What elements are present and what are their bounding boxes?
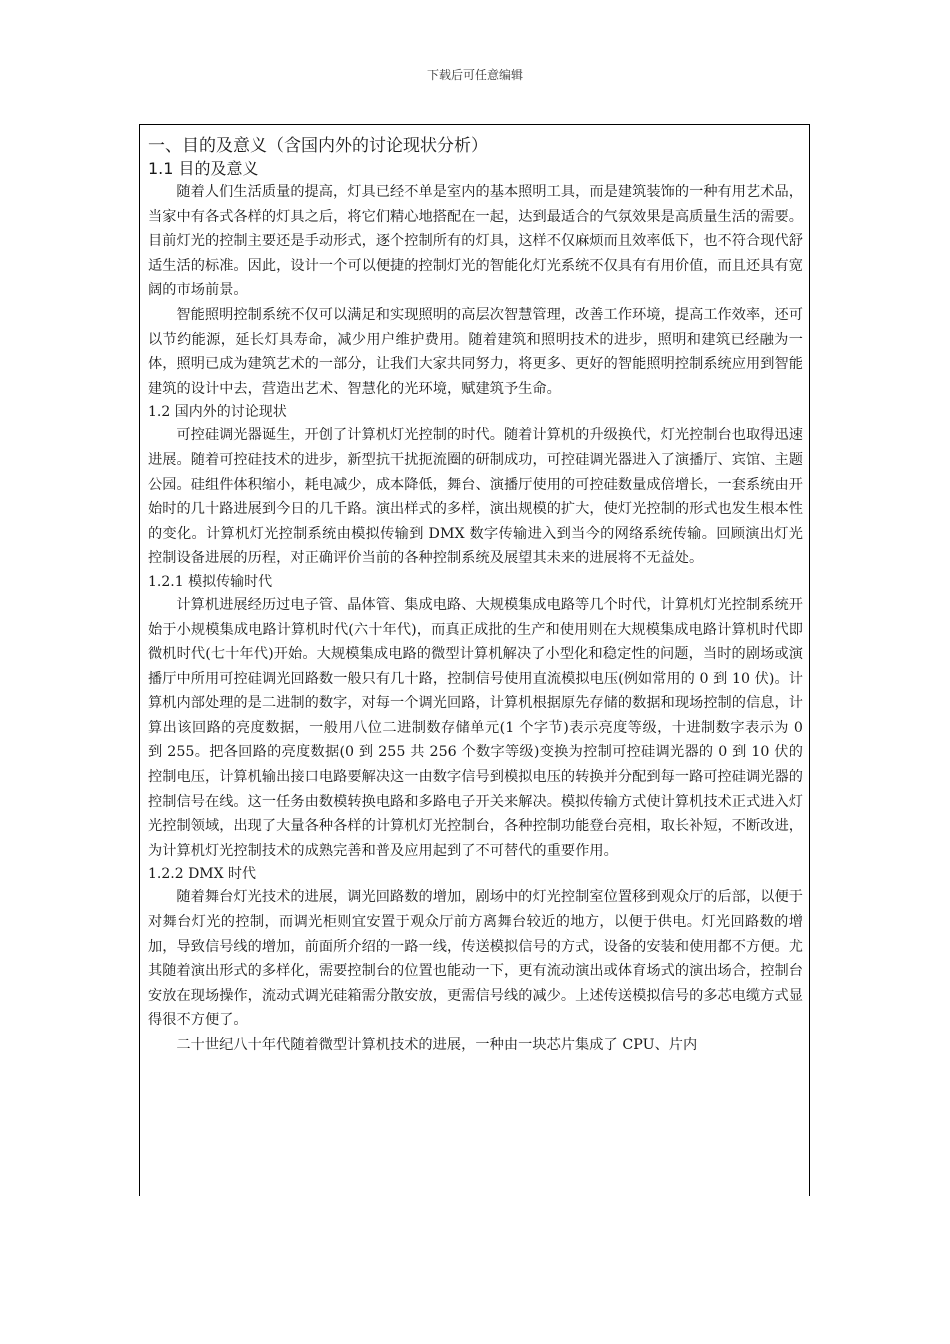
subsection-title-1-1: 1.1 目的及意义: [148, 159, 259, 178]
paragraph-1-1-b: 智能照明控制系统不仅可以满足和实现照明的高层次智慧管理，改善工作环境，提高工作效率，还可以节约能源，延长灯具寿命，减少用户维护费用。随着建筑和照明技术的进步，照明和建筑已经融为一体，照明已成为建筑艺术的一部分，让我们大家共同努力，将更多、更好的智能照明控制系统应用到智能建筑的设计中去，营造出艺术、智慧化的光环境，赋建筑予生命。: [148, 306, 803, 397]
paragraph-1-2: 可控硅调光器诞生，开创了计算机灯光控制的时代。随着计算机的升级换代，灯光控制台也取得迅速进展。随着可控硅技术的进步，新型抗干扰扼流圈的研制成功，可控硅调光器进入了演播厅、宾馆、主题公园。硅组件体积缩小，耗电减少，成本降低，舞台、演播厅使用的可控硅数量成倍增长，一套系统由开始时的几十路进展到今日的几千路。演出样式的多样，演出规模的扩大，使灯光控制的形式也发生根本性的变化。计算机灯光控制系统由模拟传输到 DMX 数字传输进入到当今的网络系统传输。回顾演出灯光控制设备进展的历程，对正确评价当前的各种控制系统及展望其未来的进展将不无益处。: [148, 427, 803, 567]
paragraph-1-2-2-b: 二十世纪八十年代随着微型计算机技术的进展，一种由一块芯片集成了 CPU、片内: [176, 1037, 698, 1053]
subsection-title-1-2-2: 1.2.2 DMX 时代: [148, 866, 257, 883]
header-note: 下载后可任意编辑: [426, 68, 523, 82]
content-frame: [139, 124, 810, 1196]
paragraph-1-1-a: 随着人们生活质量的提高，灯具已经不单是室内的基本照明工具，而是建筑装饰的一种有用艺术品，当家中有各式各样的灯具之后，将它们精心地搭配在一起，达到最适合的气氛效果是高质量生活的需要。目前灯光的控制主要还是手动形式，逐个控制所有的灯具，这样不仅麻烦而且效率低下，也不符合现代舒适生活的标准。因此，设计一个可以便捷的控制灯光的智能化灯光系统不仅具有有用价值，而且还具有宽阔的市场前景。: [148, 184, 803, 299]
paragraph-1-2-2-a: 随着舞台灯光技术的进展，调光回路数的增加，剧场中的灯光控制室位置移到观众厅的后部，以便于对舞台灯光的控制，而调光柜则宜安置于观众厅前方离舞台较近的地方，以便于供电。灯光回路数的增加，导致信号线的增加，前面所介绍的一路一线，传送模拟信号的方式，设备的安装和使用都不方便。尤其随着演出形式的多样化，需要控制台的位置也能动一下，更有流动演出或体育场式的演出场合，控制台安放在现场操作，流动式调光硅箱需分散安放，更需信号线的减少。上述传送模拟信号的多芯电缆方式显得很不方便了。: [148, 889, 803, 1029]
paragraph-1-2-1: 计算机进展经历过电子管、晶体管、集成电路、大规模集成电路等几个时代，计算机灯光控制系统开始于小规模集成电路计算机时代(六十年代)，而真正成批的生产和使用则在大规模集成电路计算机时代即微机时代(七十年代)开始。大规模集成电路的微型计算机解决了小型化和稳定性的问题，当时的剧场或演播厅中所用可控硅调光回路数一般只有几十路，控制信号使用直流模拟电压(例如常用的 0 到 10 伏)。计算机内部处理的是二进制的数字，对每一个调光回路，计算机根据原先存储的数据和现场控制的信息，计算出该回路的亮度数据，一般用八位二进制数存储单元(1 个字节)表示亮度等级，十进制数字表示为 0 到 255。把各回路的亮度数据(0 到 255 共 256 个数字等级)变换为控制可控硅调光器的 0 到 10 伏的控制电压，计算机输出接口电路要解决这一由数字信号到模拟电压的转换并分配到每一路可控硅调光器的控制信号在线。这一任务由数模转换电路和多路电子开关来解决。模拟传输方式使计算机技术正式进入灯光控制领域，出现了大量各种各样的计算机灯光控制台，各种控制功能登台亮相，取长补短，不断改进，为计算机灯光控制技术的成熟完善和普及应用起到了不可替代的重要作用。: [148, 596, 803, 859]
subsection-title-1-2-1: 1.2.1 模拟传输时代: [148, 573, 273, 590]
subsection-title-1-2: 1.2 国内外的讨论现状: [148, 404, 287, 421]
section-title: 一、目的及意义（含国内外的讨论现状分析）: [148, 136, 488, 156]
